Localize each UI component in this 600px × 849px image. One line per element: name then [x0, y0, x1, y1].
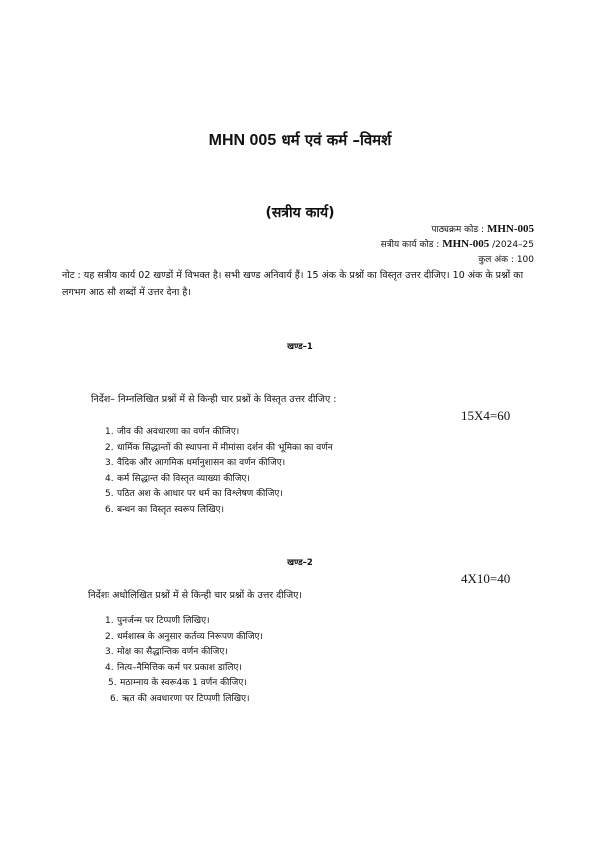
question-text: जीव की अवधारणा का वर्णन कीजिए। — [117, 427, 240, 437]
question-text: मठाम्नाय के स्वरू4क 1 वर्णन कीजिए। — [120, 678, 247, 688]
question-text: नित्य–नैमित्तिक कर्म पर प्रकाश डालिए। — [117, 662, 242, 673]
question-text: पुनर्जन्म पर टिप्पणी लिखिए। — [117, 616, 210, 626]
question-number: 1. — [105, 427, 114, 437]
question-item — [105, 614, 263, 630]
assignment-code-line — [381, 237, 534, 250]
question-text: मोक्ष का सैद्धान्तिक वर्णन कीजिए। — [117, 647, 228, 657]
assignment-code-label: सत्रीय कार्य कोड : — [380, 240, 440, 250]
section-1-marks: 15X4=60 — [461, 408, 511, 423]
total-marks-label: कुल अंक : — [478, 255, 514, 265]
section-2-question-list — [105, 614, 263, 707]
question-text: ऋत की अवधारणा पर टिप्पणी लिखिए। — [122, 693, 250, 704]
total-marks-line — [478, 252, 534, 265]
question-number: 5. — [105, 489, 114, 499]
course-code-title: MHN 005 — [208, 132, 277, 149]
question-text: बन्धन का विस्तृत स्वरूप लिखिए। — [117, 504, 225, 515]
question-number: 5. — [108, 678, 117, 688]
course-name: धर्म एवं कर्म –विमर्श — [281, 131, 392, 149]
question-text: पठित अश के आधार पर धर्म का विश्लेषण कीजिए। — [117, 489, 283, 499]
section-2-marks: 4X10=40 — [461, 571, 511, 586]
question-number: 1. — [105, 616, 114, 626]
course-code-line — [431, 222, 534, 235]
question-number: 6. — [110, 693, 119, 704]
assignment-code-value: MHN-005 — [442, 238, 490, 250]
question-item — [105, 487, 333, 503]
question-number: 6. — [105, 504, 114, 515]
question-item — [105, 472, 333, 488]
question-text: धार्मिक सिद्धान्तों की स्थापना में मीमांसा दर्शन की भूमिका का वर्णन — [117, 442, 333, 453]
section-1-heading: खण्ड–1 — [287, 342, 313, 352]
question-item — [105, 692, 263, 708]
page-title — [0, 130, 600, 150]
total-marks-value: 100 — [516, 255, 534, 265]
note-paragraph: नोट : यह सत्रीय कार्य 02 खण्डों में विभक्त है। सभी खण्ड अनिवार्य हैं। 15 अंक के प्रश्नों का विस्तृत उत्तर दीजिए। 10 अंक के प्रश्नों का लगभग आठ सौ शब्दों में उत्तर देना है। — [62, 270, 524, 298]
question-item — [105, 456, 333, 472]
question-item — [105, 441, 333, 457]
question-text: धर्मशास्त्र के अनुसार कर्तव्य निरूपण कीजिए। — [117, 631, 263, 642]
course-code-value: MHN-005 — [486, 223, 534, 235]
section-2-heading: खण्ड–2 — [287, 558, 313, 568]
question-item — [105, 503, 333, 519]
question-item — [105, 425, 333, 441]
question-text: कर्म सिद्धान्त की विस्तृत व्याख्या कीजिए। — [117, 473, 250, 484]
question-item — [105, 676, 263, 692]
section-1-instruction: निर्देश– निम्नलिखित प्रश्नों में से किन्ही चार प्रश्नों के विस्तृत उत्तर दीजिए : — [91, 394, 337, 405]
assignment-year: /2024–25 — [492, 240, 534, 250]
question-item — [105, 645, 263, 661]
assignment-subtitle: (सत्रीय कार्य) — [265, 205, 335, 221]
question-number: 4. — [105, 662, 114, 673]
question-text: वैदिक और आगमिक धर्मानुशासन का वर्णन कीजिए। — [117, 458, 286, 468]
section-1-question-list — [105, 425, 333, 518]
question-number: 4. — [105, 473, 114, 484]
question-number: 3. — [105, 458, 114, 468]
question-number: 2. — [105, 442, 114, 453]
section-2-instruction: निर्देशः अधोलिखित प्रश्नों में से किन्ही चार प्रश्नों के उत्तर दीजिए। — [88, 590, 303, 601]
question-item — [105, 630, 263, 646]
question-number: 2. — [105, 631, 114, 642]
course-code-label: पाठ्यक्रम कोड : — [431, 225, 485, 235]
question-item — [105, 661, 263, 677]
question-number: 3. — [105, 647, 114, 657]
